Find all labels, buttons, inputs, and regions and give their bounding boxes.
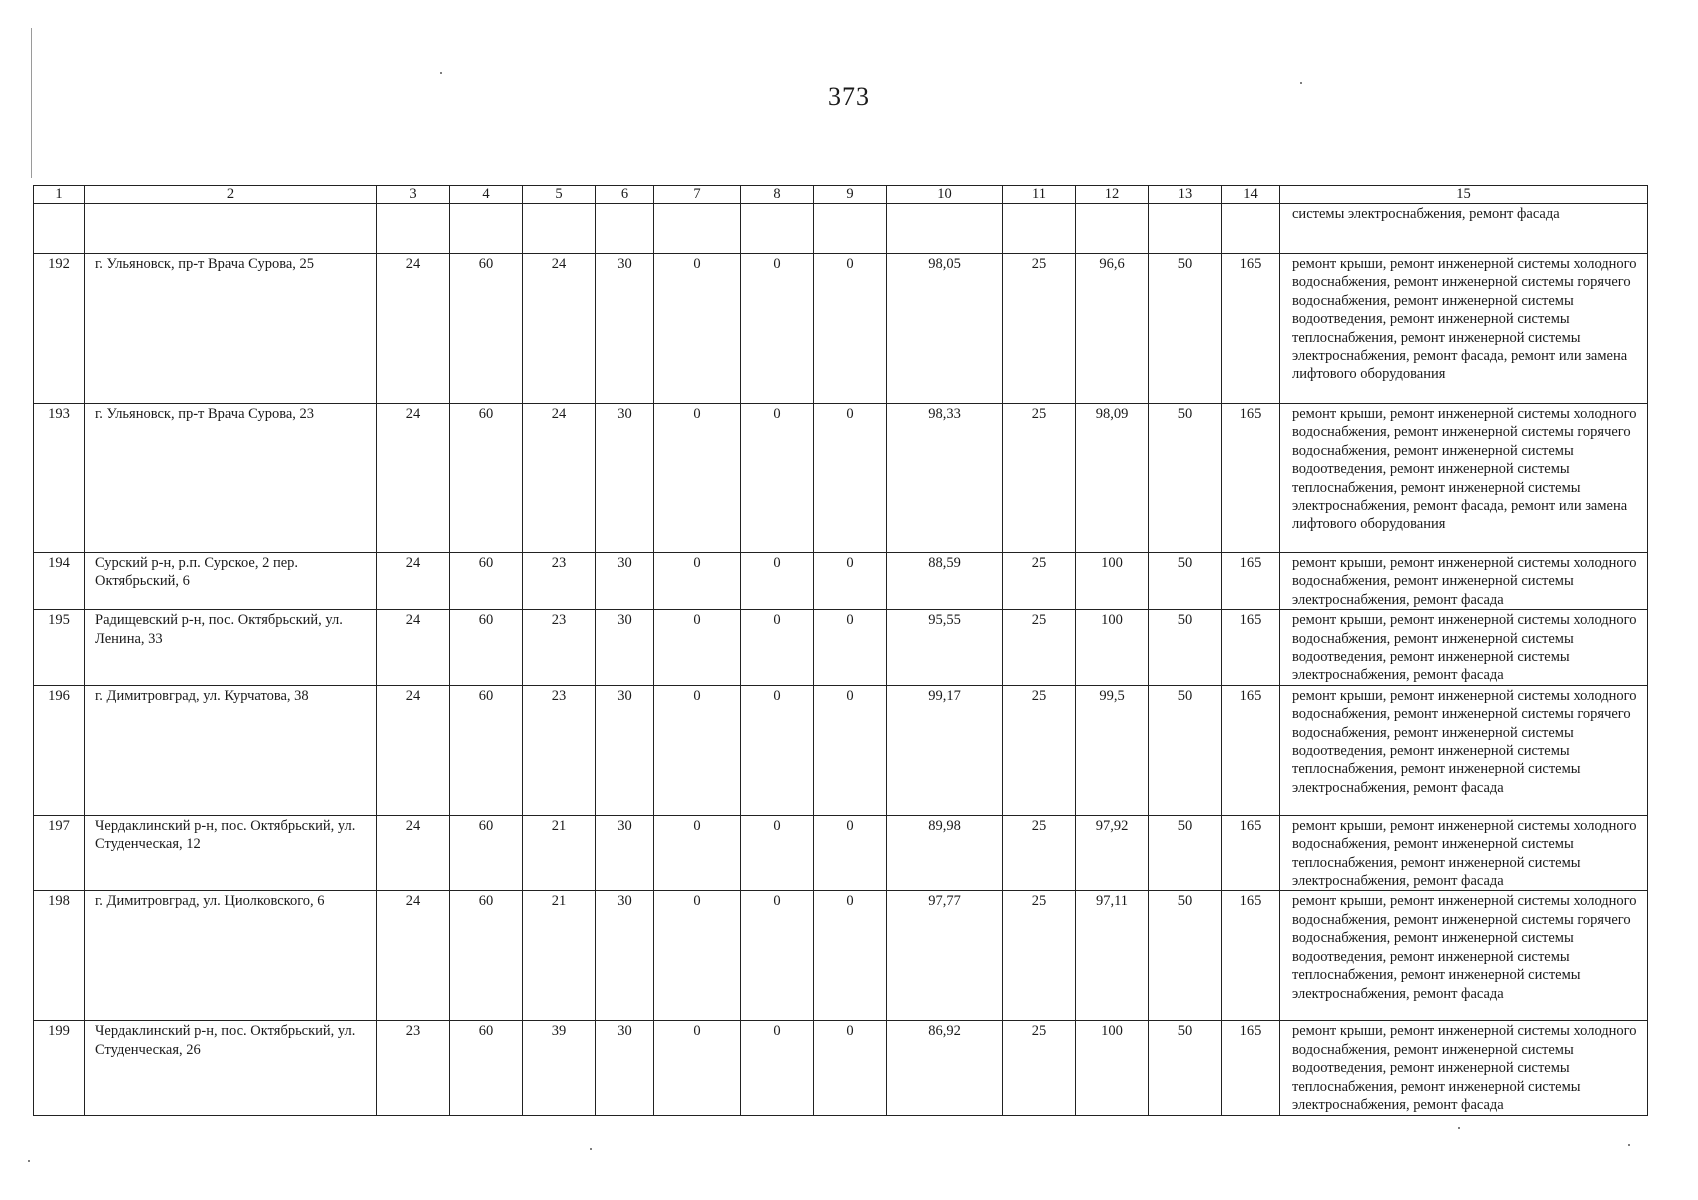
cell-works: ремонт крыши, ремонт инженерной системы холодного водоснабжения, ремонт инженерной системы горячего водоснабжения, ремонт инженерной системы водоотведения, ремонт инженерной системы теплоснабжения, ремонт инженерной системы электроснабжения, ремонт фасада, ремонт или замена лифтового оборудования [1280,404,1648,553]
scan-speck [1628,1144,1630,1146]
cell-value-c11: 25 [1003,685,1076,815]
cell-address: г. Димитровград, ул. Циолковского, 6 [85,891,377,1021]
cell-value-c6: 30 [596,891,654,1021]
cell-value-c4: 60 [450,553,523,610]
table-row [34,1021,1648,1115]
column-number-12: 12 [1076,186,1149,204]
cell-value-c6: 30 [596,1021,654,1115]
cell-value-c10: 99,17 [887,685,1003,815]
cell-value-c6: 30 [596,685,654,815]
column-number-14: 14 [1222,186,1280,204]
cell-value-c12: 100 [1076,553,1149,610]
cell-value-c11: 25 [1003,1021,1076,1115]
cell-value-c5: 24 [523,254,596,404]
cell-value-c5: 39 [523,1021,596,1115]
continuation-row [34,204,1648,254]
cell-value-c12: 97,92 [1076,815,1149,891]
table-row [34,254,1648,404]
cell-value-c5: 24 [523,404,596,553]
cell-address: Чердаклинский р-н, пос. Октябрьский, ул. Студенческая, 12 [85,815,377,891]
cell-value-c12: 100 [1076,610,1149,686]
cell-works: ремонт крыши, ремонт инженерной системы холодного водоснабжения, ремонт инженерной системы горячего водоснабжения, ремонт инженерной системы водоотведения, ремонт инженерной системы теплоснабжения, ремонт инженерной системы электроснабжения, ремонт фасада [1280,891,1648,1021]
cell-value-c14: 165 [1222,815,1280,891]
cell-value-c8: 0 [741,610,814,686]
scan-speck [440,72,442,74]
cell-empty [1149,204,1222,254]
column-number-10: 10 [887,186,1003,204]
cell-value-c13: 50 [1149,685,1222,815]
cell-value-c12: 97,11 [1076,891,1149,1021]
cell-value-c14: 165 [1222,254,1280,404]
cell-value-c10: 86,92 [887,1021,1003,1115]
cell-value-c8: 0 [741,254,814,404]
cell-value-c3: 24 [377,610,450,686]
cell-empty [1222,204,1280,254]
cell-value-c6: 30 [596,404,654,553]
cell-value-c7: 0 [654,553,741,610]
cell-empty [450,204,523,254]
cell-works-continuation: системы электроснабжения, ремонт фасада [1280,204,1648,254]
cell-value-c4: 60 [450,815,523,891]
cell-works: ремонт крыши, ремонт инженерной системы холодного водоснабжения, ремонт инженерной системы электроснабжения, ремонт фасада [1280,553,1648,610]
cell-empty [523,204,596,254]
cell-value-c13: 50 [1149,610,1222,686]
cell-value-c10: 98,05 [887,254,1003,404]
column-number-8: 8 [741,186,814,204]
cell-value-c5: 23 [523,610,596,686]
cell-empty [654,204,741,254]
cell-value-c7: 0 [654,815,741,891]
repair-program-table [33,185,1648,1116]
column-number-2: 2 [85,186,377,204]
cell-value-c4: 60 [450,254,523,404]
column-number-11: 11 [1003,186,1076,204]
cell-row-number: 194 [34,553,85,610]
cell-value-c5: 23 [523,685,596,815]
cell-value-c9: 0 [814,404,887,553]
column-number-13: 13 [1149,186,1222,204]
table-row [34,891,1648,1021]
cell-works: ремонт крыши, ремонт инженерной системы холодного водоснабжения, ремонт инженерной системы водоотведения, ремонт инженерной системы электроснабжения, ремонт фасада [1280,610,1648,686]
cell-empty [377,204,450,254]
cell-value-c7: 0 [654,404,741,553]
cell-value-c4: 60 [450,891,523,1021]
cell-value-c7: 0 [654,891,741,1021]
cell-value-c12: 100 [1076,1021,1149,1115]
column-number-7: 7 [654,186,741,204]
scan-speck [1300,82,1302,84]
cell-row-number: 196 [34,685,85,815]
cell-value-c3: 24 [377,254,450,404]
cell-value-c11: 25 [1003,610,1076,686]
cell-value-c4: 60 [450,610,523,686]
cell-value-c5: 21 [523,815,596,891]
cell-empty [741,204,814,254]
column-number-15: 15 [1280,186,1648,204]
cell-value-c9: 0 [814,891,887,1021]
cell-value-c11: 25 [1003,404,1076,553]
cell-value-c8: 0 [741,685,814,815]
page-number: 373 [828,82,870,111]
cell-value-c8: 0 [741,404,814,553]
cell-value-c3: 24 [377,891,450,1021]
cell-value-c6: 30 [596,553,654,610]
cell-value-c13: 50 [1149,553,1222,610]
cell-address: г. Ульяновск, пр-т Врача Сурова, 25 [85,254,377,404]
cell-row-number: 198 [34,891,85,1021]
cell-value-c7: 0 [654,685,741,815]
cell-value-c14: 165 [1222,685,1280,815]
cell-value-c14: 165 [1222,404,1280,553]
table-row [34,553,1648,610]
column-number-header-row [34,186,1648,204]
cell-empty [596,204,654,254]
cell-value-c3: 24 [377,404,450,553]
cell-value-c8: 0 [741,1021,814,1115]
cell-value-c3: 24 [377,553,450,610]
cell-value-c13: 50 [1149,404,1222,553]
cell-empty [1003,204,1076,254]
cell-value-c12: 99,5 [1076,685,1149,815]
cell-value-c10: 89,98 [887,815,1003,891]
cell-value-c14: 165 [1222,891,1280,1021]
cell-empty [1076,204,1149,254]
scan-speck [590,1148,592,1150]
column-number-6: 6 [596,186,654,204]
cell-value-c13: 50 [1149,1021,1222,1115]
scan-speck [1458,1127,1460,1129]
cell-value-c9: 0 [814,553,887,610]
cell-value-c4: 60 [450,1021,523,1115]
cell-value-c8: 0 [741,815,814,891]
cell-value-c3: 24 [377,815,450,891]
cell-address: Радищевский р-н, пос. Октябрьский, ул. Ленина, 33 [85,610,377,686]
cell-value-c9: 0 [814,254,887,404]
scan-speck [28,1160,30,1162]
cell-value-c4: 60 [450,685,523,815]
cell-address: г. Ульяновск, пр-т Врача Сурова, 23 [85,404,377,553]
cell-row-number: 197 [34,815,85,891]
cell-value-c14: 165 [1222,1021,1280,1115]
cell-value-c8: 0 [741,891,814,1021]
cell-value-c11: 25 [1003,891,1076,1021]
column-number-1: 1 [34,186,85,204]
cell-value-c9: 0 [814,815,887,891]
cell-value-c6: 30 [596,254,654,404]
cell-works: ремонт крыши, ремонт инженерной системы холодного водоснабжения, ремонт инженерной системы горячего водоснабжения, ремонт инженерной системы водоотведения, ремонт инженерной системы теплоснабжения, ремонт инженерной системы электроснабжения, ремонт фасада [1280,685,1648,815]
cell-value-c3: 23 [377,1021,450,1115]
cell-value-c5: 21 [523,891,596,1021]
cell-value-c10: 97,77 [887,891,1003,1021]
cell-value-c9: 0 [814,1021,887,1115]
cell-empty [85,204,377,254]
cell-value-c10: 98,33 [887,404,1003,553]
table-row [34,404,1648,553]
cell-value-c14: 165 [1222,553,1280,610]
cell-works: ремонт крыши, ремонт инженерной системы холодного водоснабжения, ремонт инженерной системы водоотведения, ремонт инженерной системы теплоснабжения, ремонт инженерной системы электроснабжения, ремонт фасада [1280,1021,1648,1115]
table-row [34,610,1648,686]
cell-value-c11: 25 [1003,254,1076,404]
table-row [34,685,1648,815]
cell-value-c12: 96,6 [1076,254,1149,404]
cell-value-c7: 0 [654,254,741,404]
cell-value-c6: 30 [596,815,654,891]
cell-row-number: 199 [34,1021,85,1115]
cell-value-c9: 0 [814,685,887,815]
cell-value-c8: 0 [741,553,814,610]
cell-address: Чердаклинский р-н, пос. Октябрьский, ул. Студенческая, 26 [85,1021,377,1115]
cell-row-number: 193 [34,404,85,553]
cell-works: ремонт крыши, ремонт инженерной системы холодного водоснабжения, ремонт инженерной системы горячего водоснабжения, ремонт инженерной системы водоотведения, ремонт инженерной системы теплоснабжения, ремонт инженерной системы электроснабжения, ремонт фасада, ремонт или замена лифтового оборудования [1280,254,1648,404]
cell-value-c3: 24 [377,685,450,815]
cell-value-c11: 25 [1003,815,1076,891]
cell-value-c9: 0 [814,610,887,686]
cell-value-c7: 0 [654,1021,741,1115]
cell-value-c13: 50 [1149,254,1222,404]
cell-value-c13: 50 [1149,815,1222,891]
cell-empty [814,204,887,254]
cell-value-c14: 165 [1222,610,1280,686]
cell-row-number: 192 [34,254,85,404]
cell-value-c6: 30 [596,610,654,686]
cell-address: г. Димитровград, ул. Курчатова, 38 [85,685,377,815]
cell-row-number: 195 [34,610,85,686]
column-number-9: 9 [814,186,887,204]
column-number-4: 4 [450,186,523,204]
cell-empty [887,204,1003,254]
cell-value-c10: 95,55 [887,610,1003,686]
cell-address: Сурский р-н, р.п. Сурское, 2 пер. Октябрьский, 6 [85,553,377,610]
column-number-3: 3 [377,186,450,204]
cell-value-c5: 23 [523,553,596,610]
cell-value-c4: 60 [450,404,523,553]
cell-value-c11: 25 [1003,553,1076,610]
cell-value-c13: 50 [1149,891,1222,1021]
cell-empty [34,204,85,254]
cell-works: ремонт крыши, ремонт инженерной системы холодного водоснабжения, ремонт инженерной системы теплоснабжения, ремонт инженерной системы электроснабжения, ремонт фасада [1280,815,1648,891]
cell-value-c7: 0 [654,610,741,686]
cell-value-c10: 88,59 [887,553,1003,610]
column-number-5: 5 [523,186,596,204]
table-row [34,815,1648,891]
cell-value-c12: 98,09 [1076,404,1149,553]
